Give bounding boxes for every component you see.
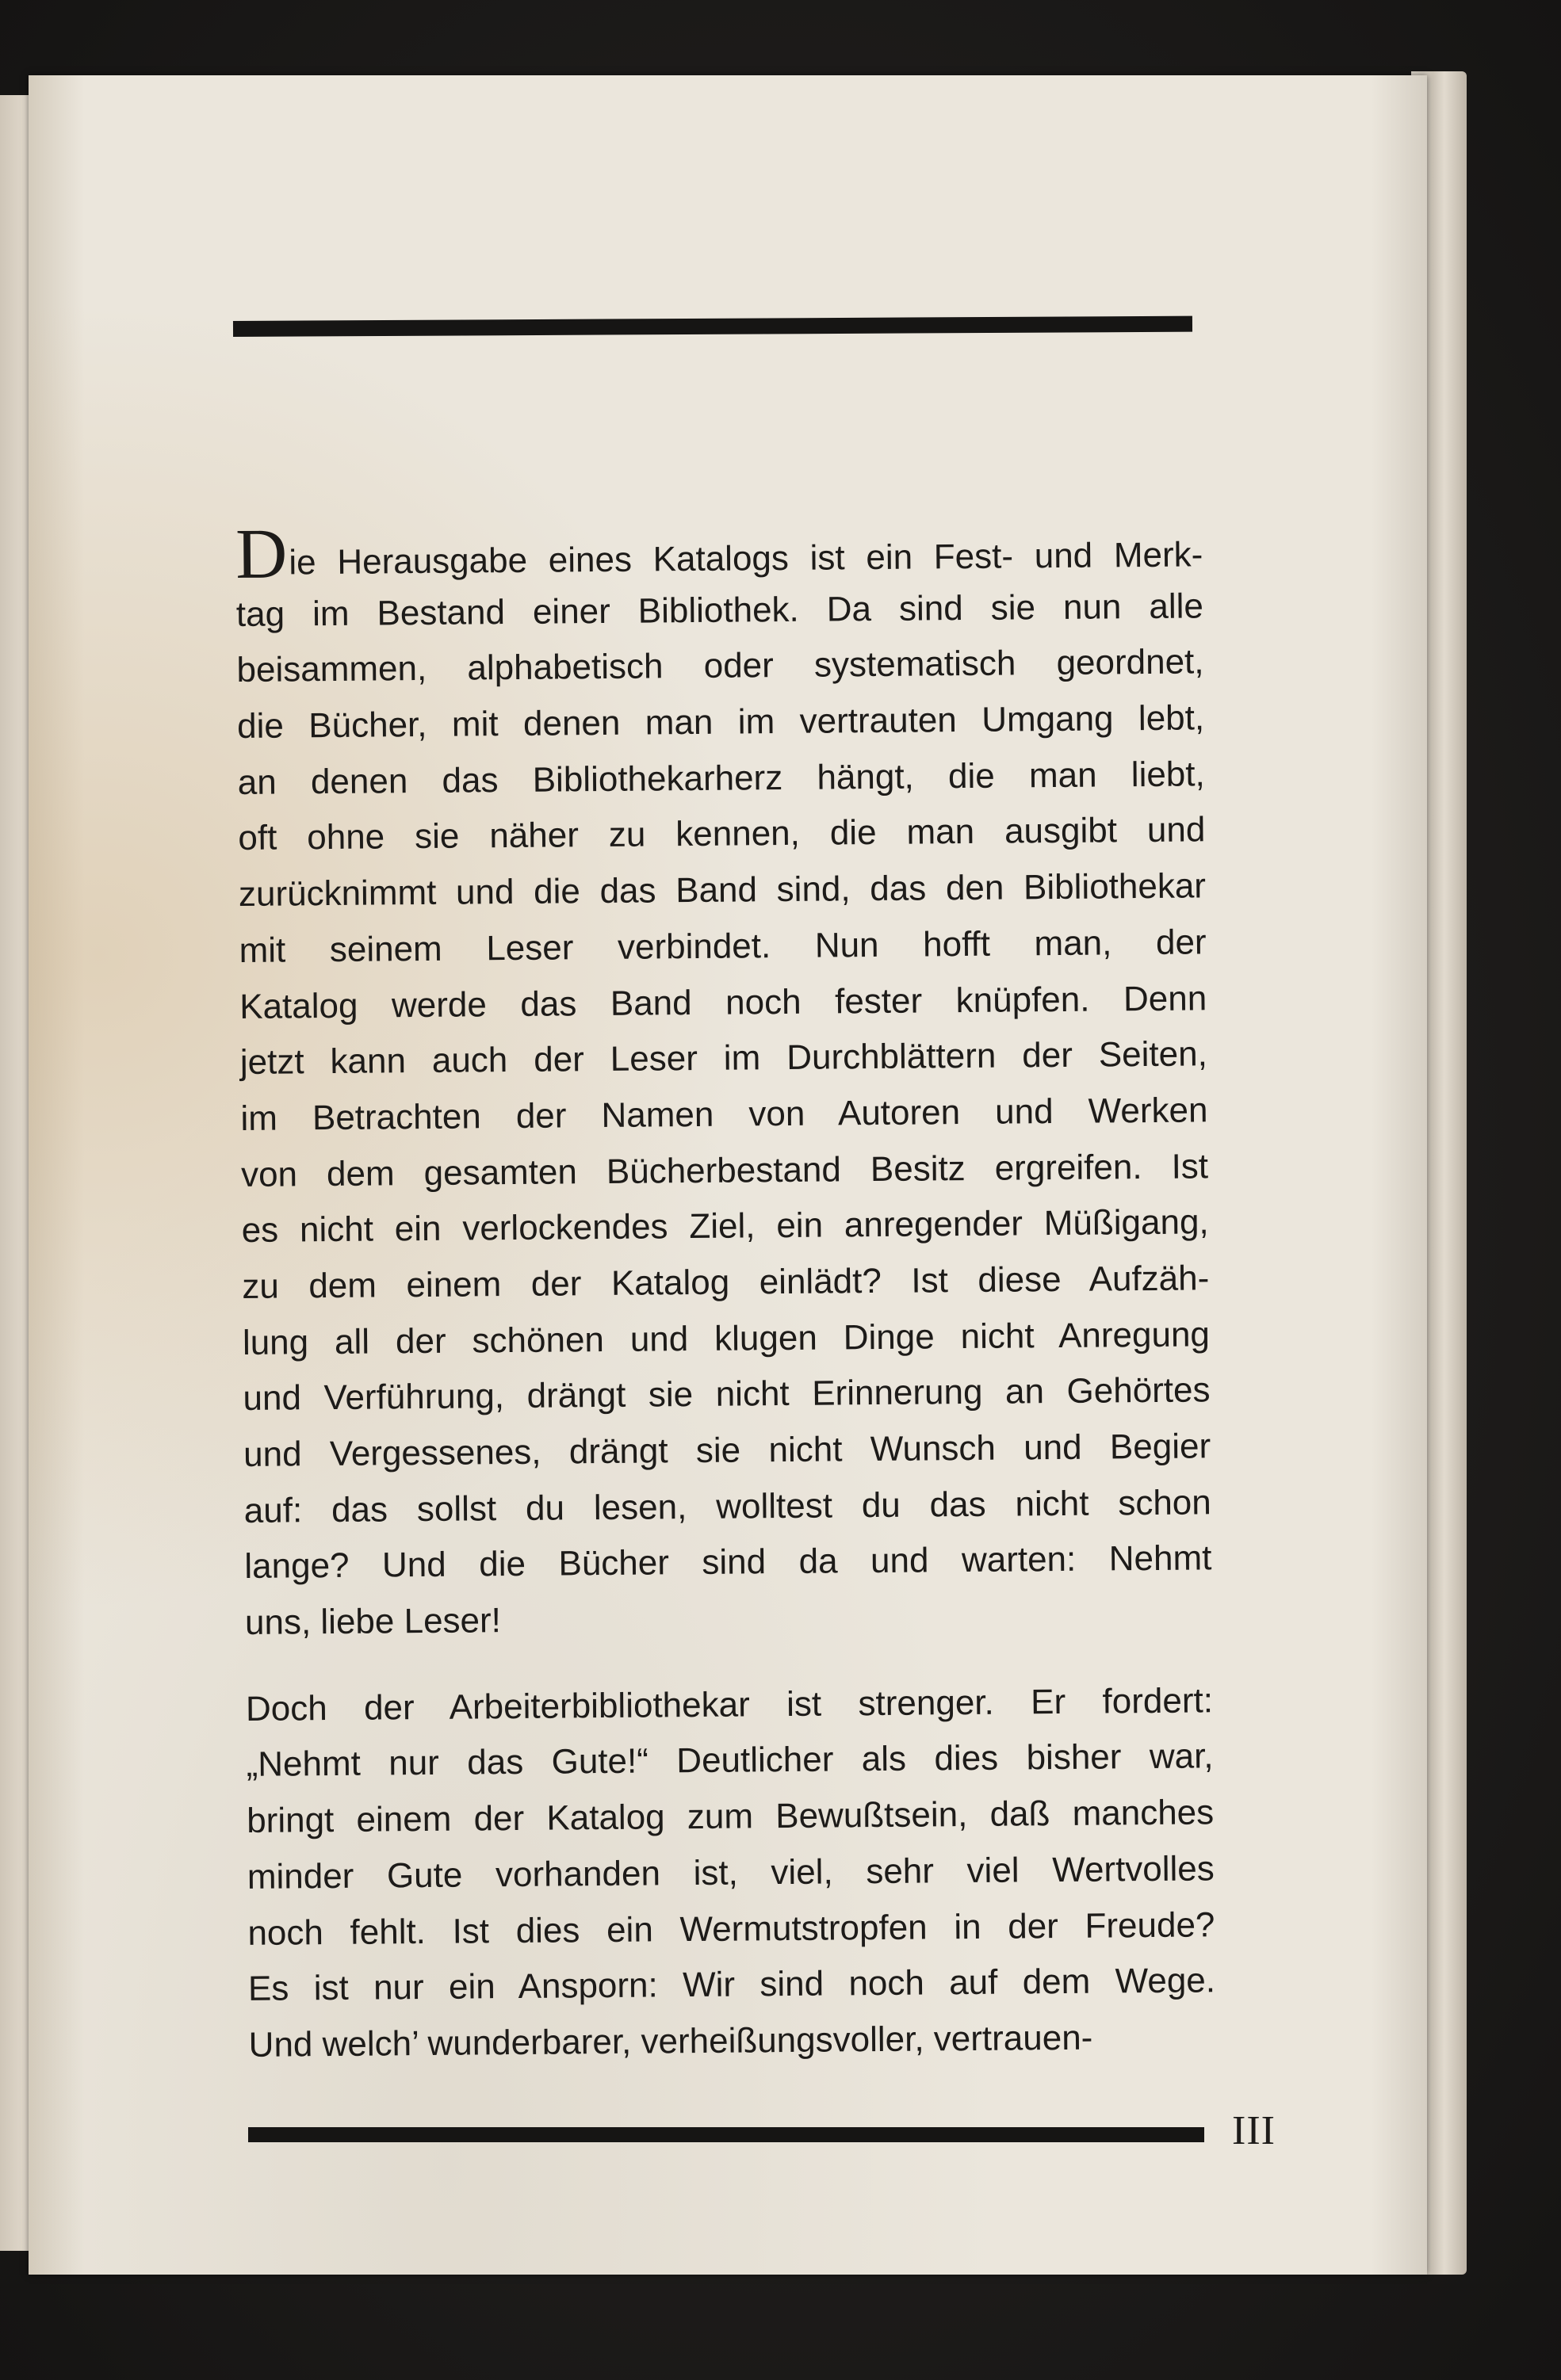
- text-line: zurücknimmt und die das Band sind, das den Bibliothekar: [238, 866, 1207, 915]
- text-line: jetzt kann auch der Leser im Durchblättern der Seiten,: [239, 1034, 1208, 1083]
- text-line: beisammen, alphabetisch oder systematisch geordnet,: [236, 642, 1204, 690]
- text-line: Es ist nur ein Ansporn: Wir sind noch auf dem Wege.: [247, 1961, 1216, 2009]
- top-rule: [233, 316, 1192, 337]
- text-line: „Nehmt nur das Gute!“ Deutlicher als dies bisher war,: [246, 1736, 1214, 1785]
- book-page: [29, 75, 1427, 2275]
- text-line: von dem gesamten Bücherbestand Besitz ergreifen. Ist: [240, 1146, 1209, 1194]
- body-text: [235, 514, 1216, 2073]
- paragraph-2: [246, 1673, 1216, 2073]
- text-line: Und welch’ wunderbarer, verheißungsvoller, vertrauen-: [248, 2018, 1093, 2065]
- text-line: [235, 514, 1203, 594]
- text-line: noch fehlt. Ist dies ein Wermutstropfen in der Freude?: [247, 1904, 1215, 1953]
- text-line: uns, liebe Leser!: [244, 1601, 502, 1643]
- text-line: oft ohne sie näher zu kennen, die man ausgibt und: [238, 810, 1206, 858]
- first-line-text: ie Herausgabe eines Katalogs ist ein Fest- und Merk-: [289, 535, 1203, 583]
- text-line: tag im Bestand einer Bibliothek. Da sind sie nun alle: [235, 586, 1204, 634]
- text-line: lange? Und die Bücher sind da und warten: Nehmt: [244, 1538, 1212, 1587]
- page-number: III: [1232, 2108, 1276, 2153]
- text-line: Katalog werde das Band noch fester knüpfen. Denn: [239, 978, 1207, 1026]
- drop-cap: D: [235, 514, 288, 594]
- text-line: lung all der schönen und klugen Dinge nicht Anregung: [242, 1314, 1211, 1362]
- text-line: Doch der Arbeiterbibliothekar ist strenger. Er fordert:: [245, 1681, 1214, 1729]
- text-line: bringt einem der Katalog zum Bewußtsein, daß manches: [246, 1793, 1215, 1841]
- text-line: und Verführung, drängt sie nicht Erinnerung an Gehörtes: [243, 1370, 1211, 1419]
- text-line: mit seinem Leser verbindet. Nun hofft man, der: [239, 923, 1207, 970]
- text-line: im Betrachten der Namen von Autoren und Werken: [240, 1091, 1208, 1138]
- text-line: zu dem einem der Katalog einlädt? Ist diese Aufzäh-: [242, 1259, 1210, 1306]
- paragraph-1: [235, 514, 1212, 1651]
- bottom-rule: [248, 2127, 1204, 2142]
- text-line: und Vergessenes, drängt sie nicht Wunsch und Begier: [243, 1427, 1211, 1474]
- text-line: an denen das Bibliothekarherz hängt, die man liebt,: [237, 754, 1205, 802]
- text-line: es nicht ein verlockendes Ziel, ein anregender Müßigang,: [241, 1202, 1209, 1251]
- text-line: auf: das sollst du lesen, wolltest du das nicht schon: [243, 1482, 1211, 1530]
- text-line: die Bücher, mit denen man im vertrauten Umgang lebt,: [236, 698, 1205, 747]
- text-line: minder Gute vorhanden ist, viel, sehr viel Wertvolles: [247, 1849, 1215, 1897]
